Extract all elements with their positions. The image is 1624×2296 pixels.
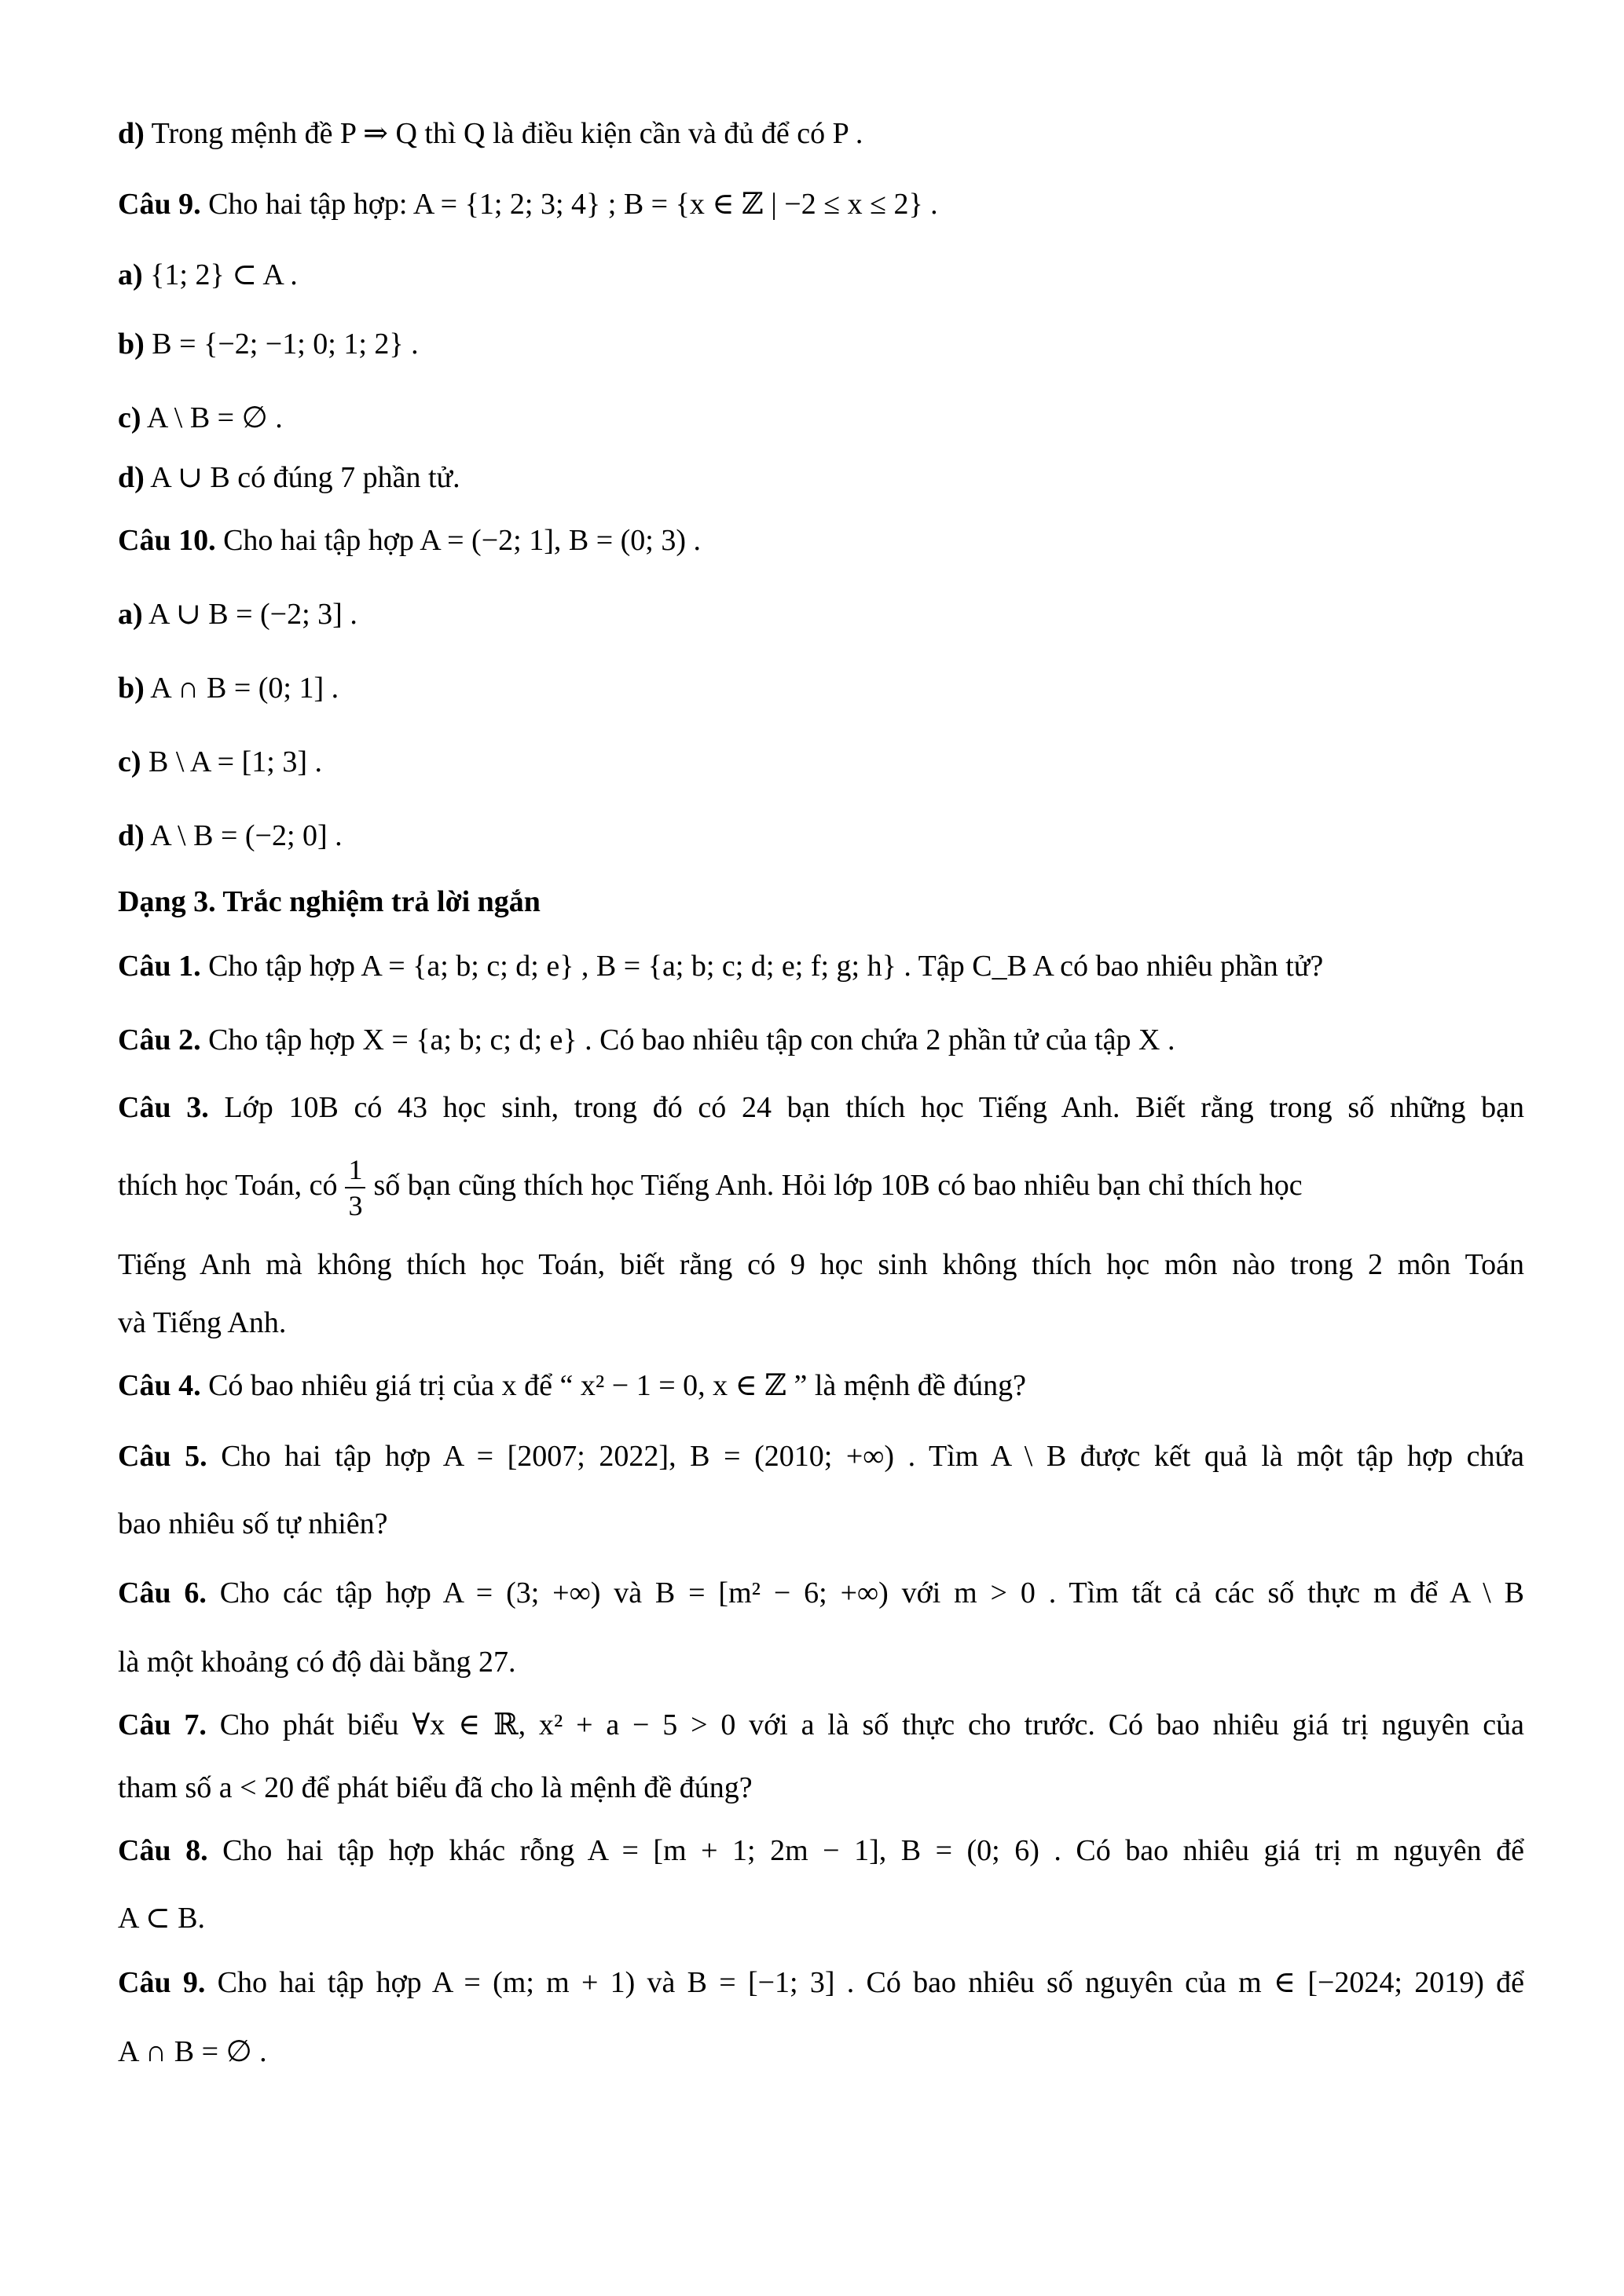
option-label: d) <box>118 117 145 150</box>
option-label: b) <box>118 672 145 705</box>
statement-d-implication <box>118 115 1524 152</box>
short-question-3-line-3: Tiếng Anh mà không thích học Toán, biết rằng có 9 học sinh không thích học môn nào trong 2 môn Toán <box>118 1248 1524 1281</box>
question-label: Câu 2. <box>118 1023 201 1056</box>
option-a <box>118 595 1524 633</box>
question-text: Có bao nhiêu giá trị của x để “ x² − 1 = 0, x ∈ ℤ ” là mệnh đề đúng? <box>200 1369 1026 1402</box>
fraction-denominator: 3 <box>348 1190 363 1222</box>
option-a <box>118 256 1524 294</box>
question-text: Cho phát biểu ∀x ∈ ℝ, x² + a − 5 > 0 với a là số thực cho trước. Có bao nhiêu giá trị nguyên của <box>206 1708 1524 1741</box>
option-b <box>118 325 1524 363</box>
option-text: B \ A = [1; 3] . <box>141 745 322 778</box>
option-text: A \ B = ∅ . <box>141 401 283 434</box>
short-question-3-line-4: và Tiếng Anh. <box>118 1306 287 1339</box>
text-before-fraction: thích học Toán, có <box>118 1169 338 1202</box>
option-text: A ∪ B có đúng 7 phần tử. <box>144 461 460 494</box>
short-question-6 <box>118 1574 1524 1612</box>
short-question-6-line-2: là một khoảng có độ dài bằng 27. <box>118 1646 516 1679</box>
question-label: Câu 9. <box>118 188 201 221</box>
short-question-7-line-2: tham số a < 20 để phát biểu đã cho là mệnh đề đúng? <box>118 1771 753 1804</box>
option-text: A \ B = (−2; 0] . <box>144 819 343 852</box>
short-question-3-line-2 <box>118 1150 1524 1221</box>
option-label: a) <box>118 598 143 631</box>
question-text: Cho hai tập hợp A = (m; m + 1) và B = [−1; 3] . Có bao nhiêu số nguyên của m ∈ [−2024; 2019) để <box>205 1966 1524 1999</box>
question-text: Cho hai tập hợp A = [2007; 2022], B = (2010; +∞) . Tìm A \ B được kết quả là một tập hợp chứa <box>207 1440 1524 1473</box>
short-question-2 <box>118 1021 1524 1059</box>
short-question-4 <box>118 1367 1524 1404</box>
question-label: Câu 5. <box>118 1440 207 1473</box>
option-label: a) <box>118 258 143 291</box>
option-d <box>118 459 1524 496</box>
question-9-sets <box>118 185 1524 223</box>
short-question-5-line-2: bao nhiêu số tự nhiên? <box>118 1507 388 1540</box>
option-c <box>118 399 1524 437</box>
option-text: A ∩ B = (0; 1] . <box>144 672 339 705</box>
fraction-numerator: 1 <box>345 1152 365 1188</box>
question-text: Cho hai tập hợp A = (−2; 1], B = (0; 3) . <box>215 524 701 557</box>
question-10-intervals <box>118 522 1524 559</box>
question-label: Câu 6. <box>118 1576 207 1609</box>
short-question-8 <box>118 1832 1524 1869</box>
option-label: b) <box>118 328 145 361</box>
text-after-fraction: số bạn cũng thích học Tiếng Anh. Hỏi lớp 10B có bao nhiêu bạn chỉ thích học <box>373 1169 1303 1202</box>
short-question-9 <box>118 1964 1524 2001</box>
option-text: Trong mệnh đề P ⇒ Q thì Q là điều kiện cần và đủ để có P . <box>144 117 863 150</box>
question-label: Câu 10. <box>118 524 216 557</box>
option-text: {1; 2} ⊂ A . <box>142 258 298 291</box>
option-label: c) <box>118 745 141 778</box>
question-text: Cho tập hợp A = {a; b; c; d; e} , B = {a; b; c; d; e; f; g; h} . Tập C_B A có bao nhiêu phần tử? <box>200 950 1324 983</box>
section-heading: Dạng 3. Trắc nghiệm trả lời ngắn <box>118 885 541 918</box>
question-label: Câu 3. <box>118 1091 209 1124</box>
question-text: Cho hai tập hợp: A = {1; 2; 3; 4} ; B = {x ∈ ℤ | −2 ≤ x ≤ 2} . <box>200 188 938 221</box>
fraction-one-third <box>345 1152 365 1223</box>
short-question-1 <box>118 947 1524 985</box>
option-b <box>118 669 1524 707</box>
question-label: Câu 9. <box>118 1966 206 1999</box>
short-question-9-line-2: A ∩ B = ∅ . <box>118 2035 267 2068</box>
option-text: A ∪ B = (−2; 3] . <box>142 598 357 631</box>
question-label: Câu 7. <box>118 1708 207 1741</box>
short-question-7 <box>118 1706 1524 1744</box>
short-question-3 <box>118 1089 1524 1126</box>
question-text: Cho các tập hợp A = (3; +∞) và B = [m² − 6; +∞) với m > 0 . Tìm tất cả các số thực m để A \ B <box>206 1576 1524 1609</box>
question-text: Cho hai tập hợp khác rỗng A = [m + 1; 2m − 1], B = (0; 6) . Có bao nhiêu giá trị m nguyên để <box>207 1834 1524 1867</box>
option-label: d) <box>118 461 145 494</box>
short-question-8-line-2: A ⊂ B. <box>118 1902 206 1935</box>
question-text: Cho tập hợp X = {a; b; c; d; e} . Có bao nhiêu tập con chứa 2 phần tử của tập X . <box>200 1023 1175 1056</box>
option-label: d) <box>118 819 145 852</box>
question-label: Câu 8. <box>118 1834 208 1867</box>
option-c <box>118 743 1524 781</box>
option-text: B = {−2; −1; 0; 1; 2} . <box>144 328 419 361</box>
question-text: Lớp 10B có 43 học sinh, trong đó có 24 bạn thích học Tiếng Anh. Biết rằng trong số những bạn <box>208 1091 1524 1124</box>
short-question-5 <box>118 1437 1524 1475</box>
option-d <box>118 817 1524 855</box>
question-label: Câu 4. <box>118 1369 201 1402</box>
option-label: c) <box>118 401 141 434</box>
question-label: Câu 1. <box>118 950 201 983</box>
